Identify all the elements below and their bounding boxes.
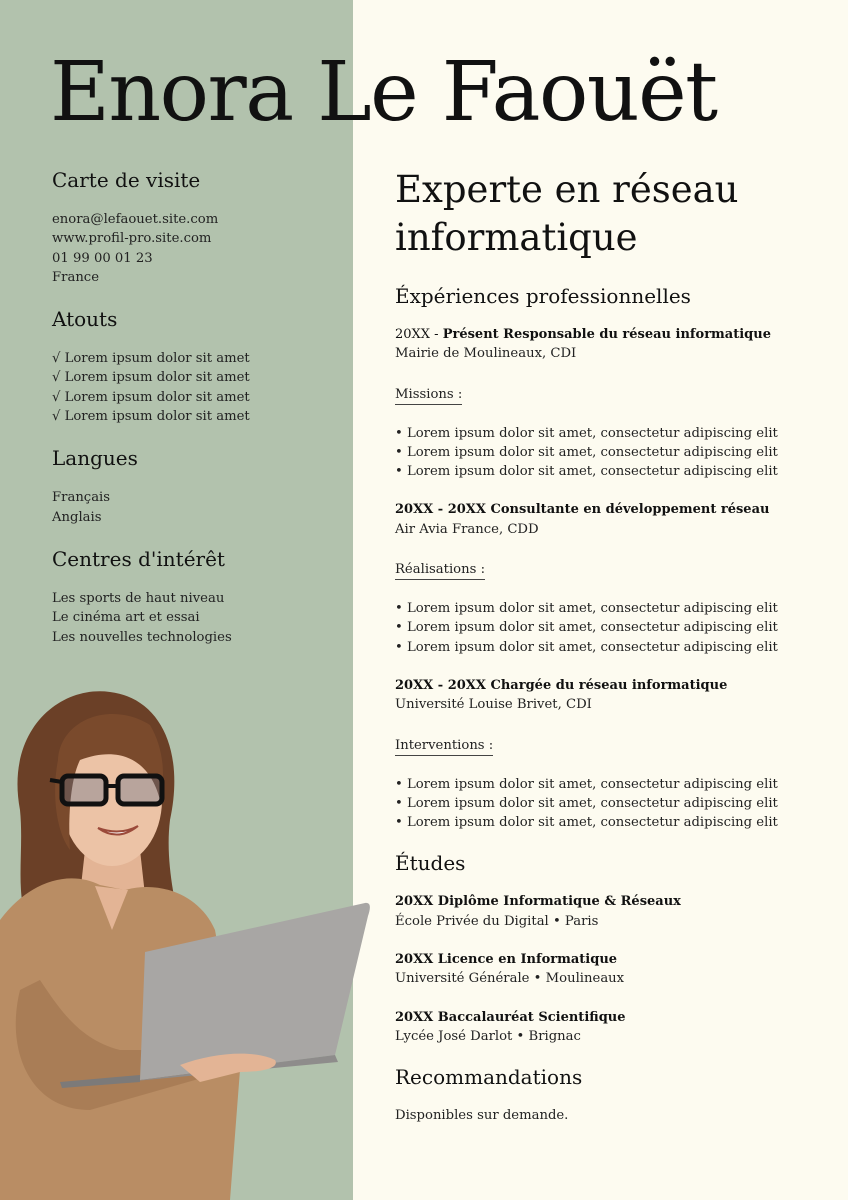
- atouts-heading: Atouts: [52, 307, 118, 332]
- atout-item: √ Lorem ipsum dolor sit amet: [52, 389, 250, 405]
- country: France: [52, 269, 99, 285]
- job-title: [395, 166, 825, 262]
- left-column: [52, 168, 342, 667]
- bullet-item: • Lorem ipsum dolor sit amet, consectetur adipiscing elit: [395, 601, 778, 617]
- experience-entry: [395, 676, 825, 832]
- langue-item: Anglais: [52, 509, 102, 525]
- langue-item: Français: [52, 490, 111, 506]
- experience-entry: [395, 500, 825, 656]
- interet-item: Les nouvelles technologies: [52, 629, 232, 645]
- langues-heading: Langues: [52, 446, 138, 471]
- interets-section: [52, 547, 342, 647]
- experience-dates: 20XX -: [395, 327, 443, 342]
- contact-section: [52, 168, 342, 287]
- experience-label: Missions :: [395, 385, 462, 405]
- experience-role: 20XX Chargée du réseau informatique: [447, 677, 728, 693]
- bullet-item: • Lorem ipsum dolor sit amet, consectetur adipiscing elit: [395, 776, 778, 792]
- recommandations-heading: Recommandations: [395, 1065, 583, 1090]
- bullet-item: • Lorem ipsum dolor sit amet, consectetur adipiscing elit: [395, 425, 778, 441]
- experience-role: 20XX Consultante en développement réseau: [447, 502, 770, 518]
- atouts-section: [52, 307, 342, 426]
- experience-entry: [395, 325, 825, 481]
- experience-label: Réalisations :: [395, 560, 485, 580]
- etude-place: École Privée du Digital • Paris: [395, 913, 599, 929]
- atout-item: √ Lorem ipsum dolor sit amet: [52, 351, 250, 367]
- bullet-item: • Lorem ipsum dolor sit amet, consectetur adipiscing elit: [395, 815, 778, 831]
- etude-entry: [395, 950, 825, 989]
- experience-label: Interventions :: [395, 736, 493, 756]
- phone: 01 99 00 01 23: [52, 250, 153, 266]
- bullet-item: • Lorem ipsum dolor sit amet, consectetur adipiscing elit: [395, 464, 778, 480]
- experience-org: Université Louise Brivet, CDI: [395, 697, 592, 713]
- website: www.profil-pro.site.com: [52, 231, 212, 247]
- interet-item: Les sports de haut niveau: [52, 590, 225, 606]
- experiences-heading: Éxpériences professionnelles: [395, 284, 691, 308]
- bullet-item: • Lorem ipsum dolor sit amet, consectetur adipiscing elit: [395, 795, 778, 811]
- experience-role: Présent Responsable du réseau informatique: [442, 327, 771, 342]
- profile-photo: [0, 690, 380, 1200]
- etude-title: 20XX Licence en Informatique: [395, 952, 618, 968]
- experience-org: Mairie de Moulineaux, CDI: [395, 346, 577, 362]
- etudes-heading: Études: [395, 851, 466, 876]
- job-title-line1: Experte en réseau: [395, 168, 739, 211]
- interet-item: Le cinéma art et essai: [52, 610, 200, 626]
- candidate-name: Enora Le Faouët: [50, 45, 717, 140]
- atout-item: √ Lorem ipsum dolor sit amet: [52, 409, 250, 425]
- contact-heading: Carte de visite: [52, 168, 201, 192]
- experience-org: Air Avia France, CDD: [395, 521, 539, 537]
- experience-dates: 20XX -: [395, 502, 448, 518]
- etude-title: 20XX Baccalauréat Scientifique: [395, 1009, 626, 1025]
- etude-entry: [395, 892, 825, 931]
- etude-entry: [395, 1008, 825, 1047]
- bullet-item: • Lorem ipsum dolor sit amet, consectetur adipiscing elit: [395, 620, 778, 636]
- etude-place: Université Générale • Moulineaux: [395, 971, 625, 987]
- etude-title: 20XX Diplôme Informatique & Réseaux: [395, 894, 681, 910]
- etude-place: Lycée José Darlot • Brignac: [395, 1028, 581, 1044]
- experience-dates: 20XX -: [395, 677, 448, 693]
- bullet-item: • Lorem ipsum dolor sit amet, consectetur adipiscing elit: [395, 444, 778, 460]
- interets-heading: Centres d'intérêt: [52, 546, 225, 571]
- recommandations-text: Disponibles sur demande.: [395, 1108, 569, 1124]
- atout-item: √ Lorem ipsum dolor sit amet: [52, 370, 250, 386]
- email: enora@lefaouet.site.com: [52, 212, 219, 227]
- job-title-line2: informatique: [395, 216, 638, 259]
- bullet-item: • Lorem ipsum dolor sit amet, consectetur adipiscing elit: [395, 639, 778, 655]
- right-column: [395, 166, 825, 1126]
- langues-section: [52, 446, 342, 527]
